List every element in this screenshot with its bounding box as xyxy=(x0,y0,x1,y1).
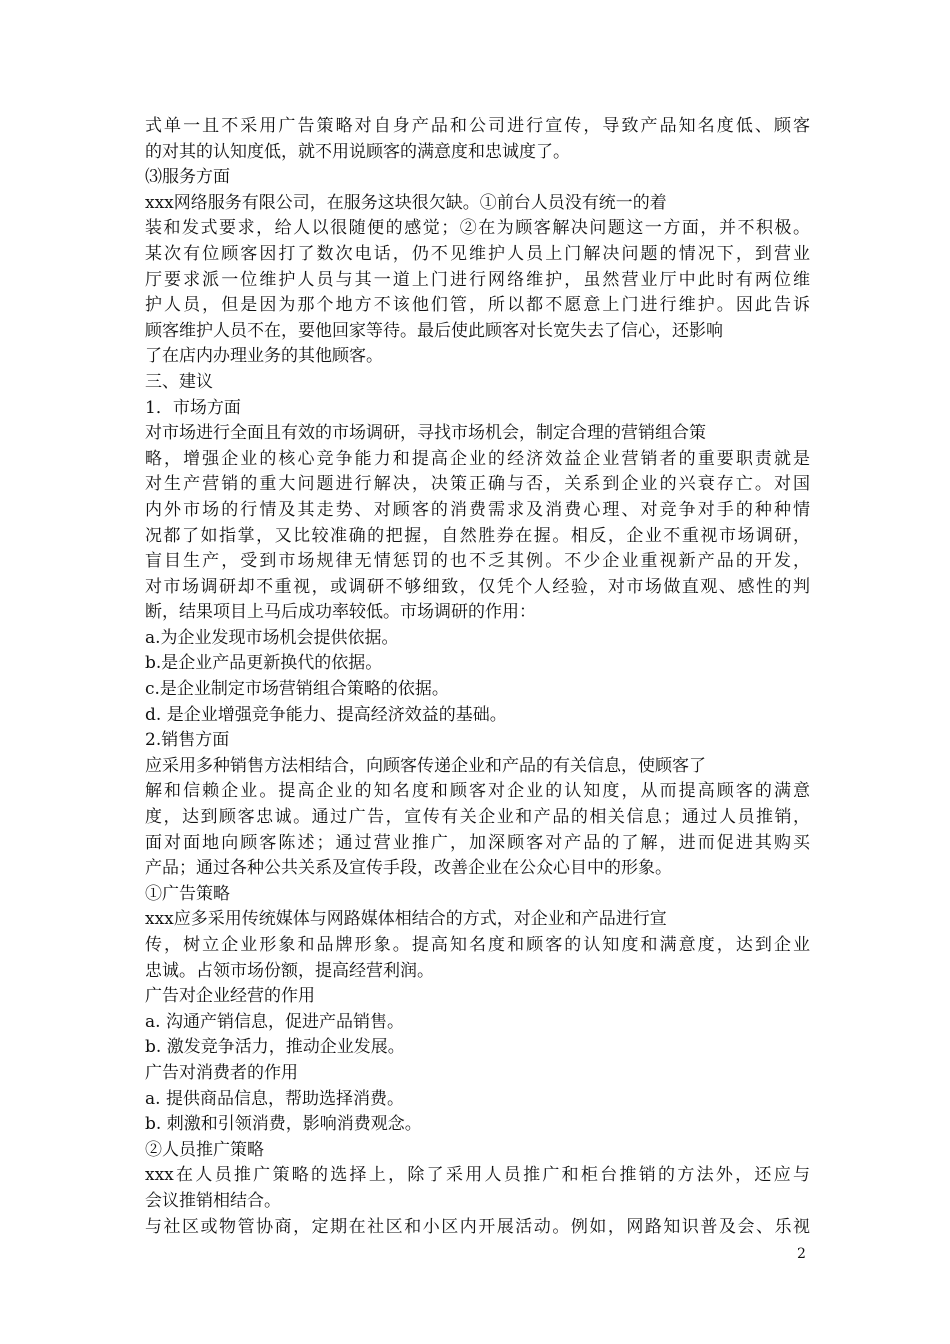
text-line: 内外市场的行情及其走势、对顾客的消费需求及消费心理、对竞争对手的种种情 xyxy=(145,499,810,520)
text-line: 会议推销相结合。 xyxy=(145,1190,281,1211)
text-line: 略，增强企业的核心竞争能力和提高企业的经济效益企业营销者的重要职责就是 xyxy=(145,448,810,469)
subsection-heading: ①广告策略 xyxy=(145,883,230,904)
subsection-heading: 广告对企业经营的作用 xyxy=(145,986,315,1007)
text-line: 式单一且不采用广告策略对自身产品和公司进行宣传，导致产品知名度低、顾客 xyxy=(145,116,810,136)
subsection-heading: 广告对消费者的作用 xyxy=(145,1062,298,1083)
list-item: a. 提供商品信息，帮助选择消费。 xyxy=(145,1088,404,1109)
text-line: 解和信赖企业。提高企业的知名度和顾客对企业的认知度，从而提高顾客的满意 xyxy=(145,781,810,802)
list-item: b. 刺激和引领消费，影响消费观念。 xyxy=(145,1114,422,1135)
text-line: 厅要求派一位维护人员与其一道上门进行网络维护，虽然营业厅中此时有两位维 xyxy=(145,269,810,290)
subsection-heading: 1．市场方面 xyxy=(145,397,241,418)
page-number: 2 xyxy=(797,1246,806,1262)
text-line: 度，达到顾客忠诚。通过广告，宣传有关企业和产品的相关信息；通过人员推销， xyxy=(145,807,810,828)
list-item: d. 是企业增强竞争能力、提高经济效益的基础。 xyxy=(145,704,507,725)
section-heading: ⑶服务方面 xyxy=(145,167,230,188)
text-line: 对市场调研却不重视，或调研不够细致，仅凭个人经验，对市场做直观、感性的判 xyxy=(145,576,810,597)
list-item: c.是企业制定市场营销组合策略的依据。 xyxy=(145,679,449,700)
subsection-heading: 2.销售方面 xyxy=(145,730,230,751)
text-line: 应采用多种销售方法相结合，向顾客传递企业和产品的有关信息，使顾客了 xyxy=(145,755,706,776)
text-line: 了在店内办理业务的其他顾客。 xyxy=(145,346,383,367)
list-item: b. 激发竞争活力，推动企业发展。 xyxy=(145,1037,405,1058)
text-line: xxx网络服务有限公司，在服务这块很欠缺。①前台人员没有统一的着 xyxy=(145,192,667,213)
text-line: 忠诚。占领市场份额，提高经营利润。 xyxy=(145,960,434,981)
text-line: 装和发式要求，给人以很随便的感觉；②在为顾客解决问题这一方面，并不积极。 xyxy=(145,218,810,239)
text-line: 顾客维护人员不在，要他回家等待。最后使此顾客对长宽失去了信心，还影响 xyxy=(145,320,723,341)
text-line: 对生产营销的重大问题进行解决，决策正确与否，关系到企业的兴衰存亡。对国 xyxy=(145,474,810,495)
list-item: b.是企业产品更新换代的依据。 xyxy=(145,653,383,674)
section-heading: 三、建议 xyxy=(145,371,213,392)
text-line: 对市场进行全面且有效的市场调研，寻找市场机会，制定合理的营销组合策 xyxy=(145,423,706,444)
list-item: a.为企业发现市场机会提供依据。 xyxy=(145,627,399,648)
text-line: 盲目生产，受到市场规律无情惩罚的也不乏其例。不少企业重视新产品的开发， xyxy=(145,551,810,572)
text-line: 护人员，但是因为那个地方不该他们管，所以都不愿意上门进行维护。因此告诉 xyxy=(145,295,810,316)
text-line: xxx在人员推广策略的选择上，除了采用人员推广和柜台推销的方法外，还应与 xyxy=(145,1165,810,1186)
subsection-heading: ②人员推广策略 xyxy=(145,1139,264,1160)
text-line: 的对其的认知度低，就不用说顾客的满意度和忠诚度了。 xyxy=(145,141,570,162)
text-line: xxx应多采用传统媒体与网路媒体相结合的方式，对企业和产品进行宣 xyxy=(145,909,667,930)
text-line: 传，树立企业形象和品牌形象。提高知名度和顾客的认知度和满意度，达到企业 xyxy=(145,935,810,955)
text-line: 与社区或物管协商，定期在社区和小区内开展活动。例如，网路知识普及会、乐视 xyxy=(145,1216,810,1237)
text-line: 产品；通过各种公共关系及宣传手段，改善企业在公众心目中的形象。 xyxy=(145,858,672,879)
text-line: 某次有位顾客因打了数次电话，仍不见维护人员上门解决问题的情况下，到营业 xyxy=(145,243,810,264)
document-body xyxy=(145,114,810,1240)
list-item: a. 沟通产销信息，促进产品销售。 xyxy=(145,1011,404,1032)
text-line: 况都了如指掌，又比较准确的把握，自然胜券在握。相反，企业不重视市场调研， xyxy=(145,525,810,546)
text-line: 断，结果项目上马后成功率较低。市场调研的作用： xyxy=(145,602,536,623)
text-line: 面对面地向顾客陈述；通过营业推广，加深顾客对产品的了解，进而促进其购买 xyxy=(145,832,810,853)
